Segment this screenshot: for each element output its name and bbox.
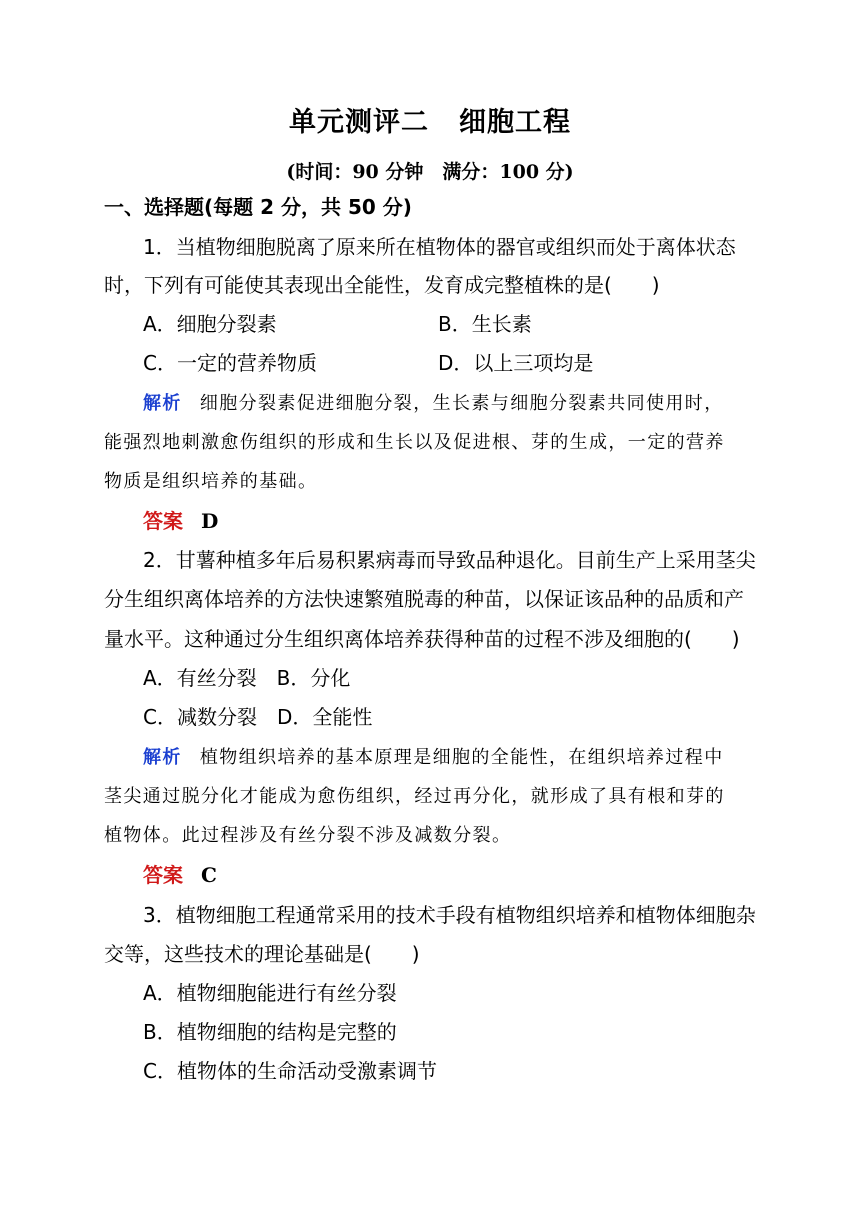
q3-stem-line1: 3．植物细胞工程通常采用的技术手段有植物组织培养和植物体细胞杂 — [143, 903, 756, 927]
q2-stem-line1: 2．甘薯种植多年后易积累病毒而导致品种退化。目前生产上采用茎尖 — [143, 548, 756, 572]
q1-stem-line1: 1．当植物细胞脱离了原来所在植物体的器官或组织而处于离体状态 — [143, 235, 736, 259]
q1-analysis-line3: 物质是组织培养的基础。 — [104, 471, 318, 492]
q2-analysis-line3: 植物体。此过程涉及有丝分裂不涉及减数分裂。 — [104, 825, 512, 846]
q2-analysis-text1: 植物组织培养的基本原理是细胞的全能性，在组织培养过程中 — [199, 747, 724, 768]
q1-answer — [143, 502, 763, 541]
q1-option-b: B．生长素 — [438, 312, 532, 336]
q1-option-c: C．一定的营养物质 — [143, 351, 317, 375]
q1-stem-line2: 时，下列有可能使其表现出全能性，发育成完整植株的是( ) — [104, 273, 660, 297]
q2-options-ab: A．有丝分裂 B．分化 — [143, 666, 351, 690]
analysis-label: 解析 — [143, 393, 182, 414]
q2-answer-value: C — [201, 863, 217, 887]
q1-analysis-line1 — [143, 384, 763, 423]
q1-options-cd — [143, 344, 763, 383]
q1-option-d: D．以上三项均是 — [438, 351, 594, 375]
answer-label: 答案 — [143, 509, 183, 533]
title-topic: 细胞工程 — [459, 107, 571, 138]
q2-analysis-line2: 茎尖通过脱分化才能成为愈伤组织，经过再分化，就形成了具有根和芽的 — [104, 786, 725, 807]
section-heading: 一、选择题(每题 2 分，共 50 分) — [104, 195, 412, 219]
q2-answer — [143, 856, 763, 895]
analysis-label: 解析 — [143, 747, 182, 768]
q1-answer-value: D — [201, 509, 219, 533]
q1-analysis-text1: 细胞分裂素促进细胞分裂，生长素与细胞分裂素共同使用时， — [199, 393, 724, 414]
q1-analysis-line2: 能强烈地刺激愈伤组织的形成和生长以及促进根、芽的生成，一定的营养 — [104, 432, 725, 453]
q3-option-b: B．植物细胞的结构是完整的 — [143, 1020, 397, 1044]
q2-options-cd: C．减数分裂 D．全能性 — [143, 705, 373, 729]
q1-option-a: A．细胞分裂素 — [143, 312, 277, 336]
q3-option-a: A．植物细胞能进行有丝分裂 — [143, 981, 397, 1005]
q2-stem-line3: 量水平。这种通过分生组织离体培养获得种苗的过程不涉及细胞的( ) — [104, 627, 740, 651]
q3-option-c: C．植物体的生命活动受激素调节 — [143, 1059, 437, 1083]
q2-analysis-line1 — [143, 738, 763, 777]
q3-stem-line2: 交等，这些技术的理论基础是( ) — [104, 942, 420, 966]
q2-stem-line2: 分生组织离体培养的方法快速繁殖脱毒的种苗，以保证该品种的品质和产 — [104, 587, 744, 611]
page-title — [0, 100, 860, 139]
q1-options-ab — [143, 305, 763, 344]
title-unit: 单元测评二 — [289, 107, 429, 138]
answer-label: 答案 — [143, 863, 183, 887]
exam-info: (时间：90 分钟 满分：100 分) — [286, 161, 574, 183]
